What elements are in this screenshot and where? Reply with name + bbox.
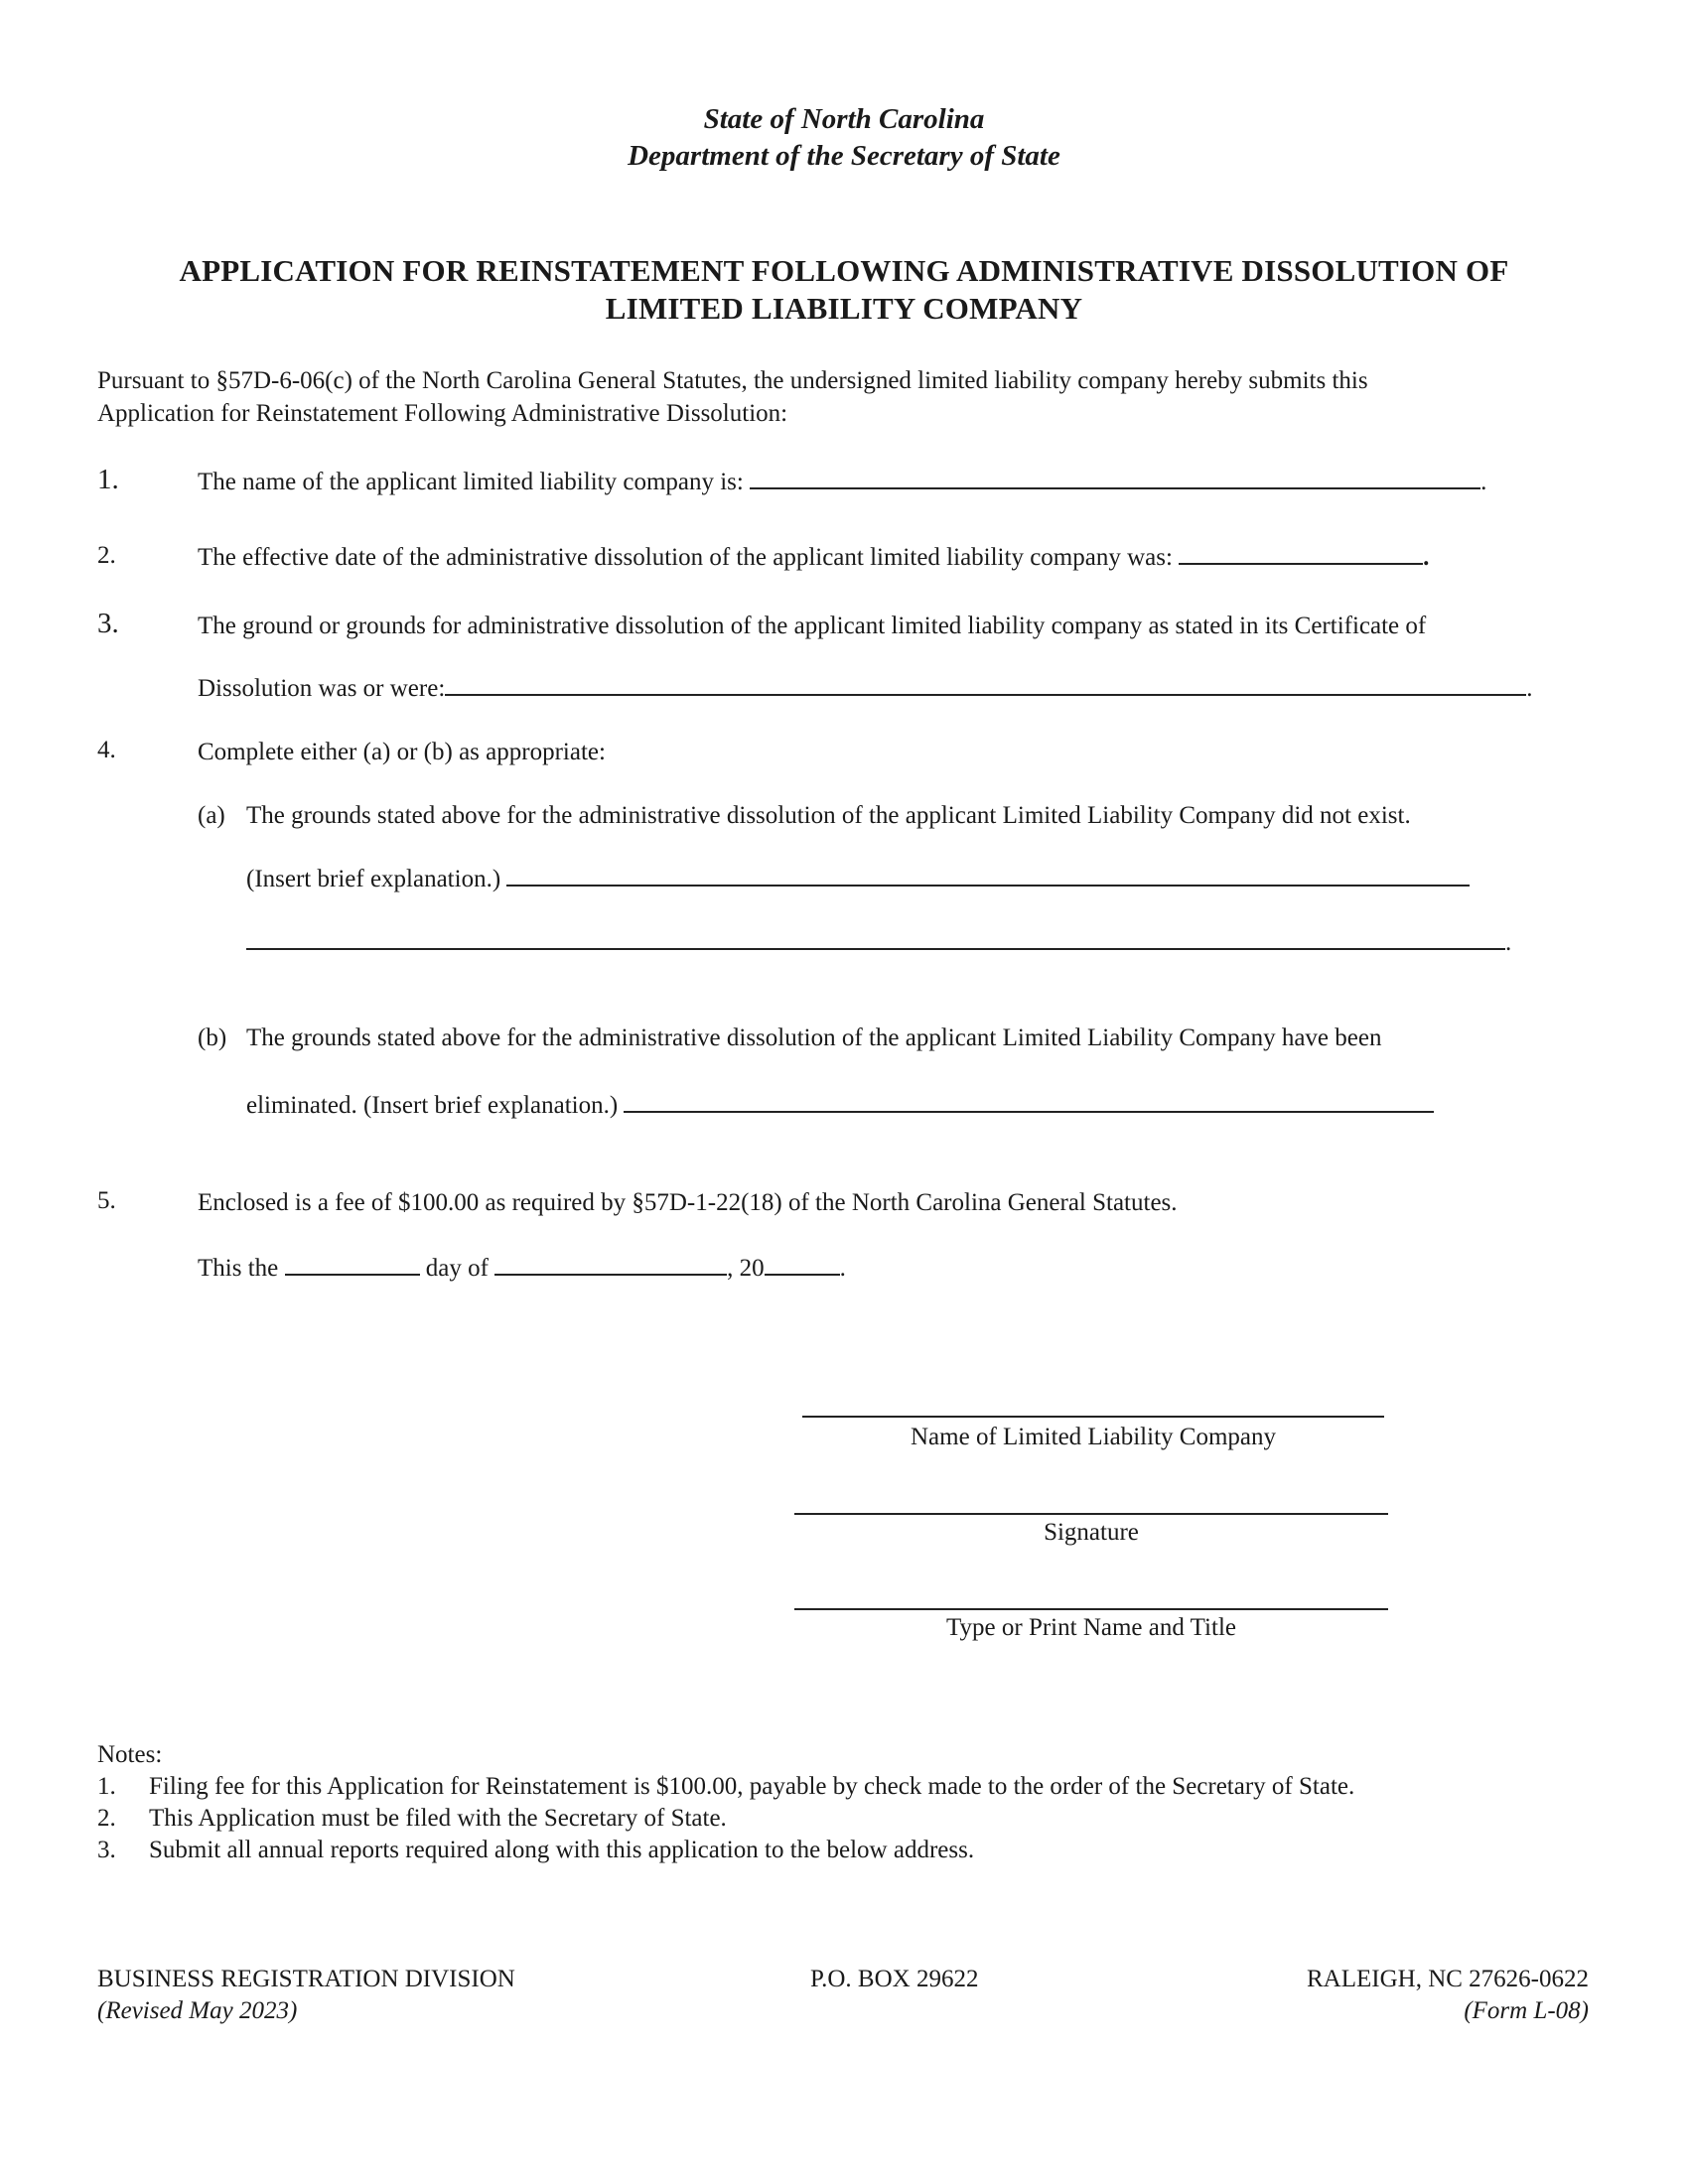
footer-division: BUSINESS REGISTRATION DIVISION (97, 1966, 515, 1992)
item4-number: 4. (97, 737, 116, 763)
year-field[interactable] (765, 1273, 840, 1276)
item2-text: The effective date of the administrative dissolution of the applicant limited liability company was: (198, 544, 1173, 571)
item1 (198, 467, 1486, 498)
item1-text: The name of the applicant limited liability company is: (198, 469, 744, 495)
option-b-explanation-field[interactable] (624, 1110, 1434, 1113)
item3-text: The ground or grounds for administrative dissolution of the applicant limited liability company as stated in its Certificate of (198, 613, 1427, 639)
item1-period: . (1480, 469, 1487, 495)
dissolution-date-field[interactable] (1179, 562, 1423, 565)
note-3-text: Submit all annual reports required along with this application to the below address. (149, 1837, 975, 1863)
item2 (198, 542, 1429, 574)
item3-period: . (1526, 675, 1533, 702)
date-day-of: day of (425, 1255, 489, 1282)
footer-po-box: P.O. BOX 29622 (810, 1966, 979, 1992)
option-a-line2 (246, 927, 1511, 959)
intro-line2: Application for Reinstatement Following Administrative Dissolution: (97, 400, 788, 427)
date-prefix: This the (198, 1255, 279, 1282)
department-heading: Department of the Secretary of State (628, 140, 1060, 172)
name-title-line[interactable] (794, 1608, 1388, 1610)
option-a-explanation-field[interactable] (506, 884, 1470, 887)
item5-text: Enclosed is a fee of $100.00 as required by §57D-1-22(18) of the North Carolina General Statutes. (198, 1189, 1178, 1216)
option-b-text: The grounds stated above for the administrative dissolution of the applicant Limited Liability Company have been (246, 1024, 1382, 1051)
item1-number: 1. (97, 464, 119, 495)
option-a-explain (246, 864, 1470, 895)
option-a-period: . (1505, 929, 1512, 956)
date-period: . (839, 1255, 846, 1282)
signature-line[interactable] (794, 1513, 1388, 1515)
note-3-number: 3. (97, 1837, 116, 1863)
footer-city: RALEIGH, NC 27626-0622 (1306, 1966, 1589, 1992)
note-2-number: 2. (97, 1805, 116, 1832)
footer-revised: (Revised May 2023) (97, 1997, 298, 2024)
option-b-label: (b) (198, 1024, 227, 1051)
footer-form-number: (Form L-08) (1464, 1997, 1589, 2024)
state-heading: State of North Carolina (703, 103, 985, 135)
option-b-explain (246, 1090, 1434, 1122)
notes-heading: Notes: (97, 1741, 163, 1768)
item2-number: 2. (97, 542, 116, 569)
option-a-label: (a) (198, 802, 225, 829)
form-title-line1: APPLICATION FOR REINSTATEMENT FOLLOWING ADMINISTRATIVE DISSOLUTION OF (179, 253, 1509, 288)
name-title-caption: Type or Print Name and Title (946, 1614, 1236, 1641)
date-year-prefix: , 20 (727, 1255, 765, 1282)
company-name-field[interactable] (750, 486, 1480, 489)
date-line (198, 1253, 846, 1285)
signature-caption: Signature (1044, 1519, 1139, 1546)
note-2-text: This Application must be filed with the Secretary of State. (149, 1805, 727, 1832)
option-a-explanation-field-2[interactable] (246, 947, 1505, 950)
note-1-number: 1. (97, 1773, 116, 1800)
item3-text2: Dissolution was or were: (198, 675, 446, 702)
dissolution-grounds-field[interactable] (445, 693, 1526, 696)
option-b-explain-label: eliminated. (Insert brief explanation.) (246, 1092, 619, 1119)
month-field[interactable] (494, 1273, 727, 1276)
item5-number: 5. (97, 1187, 116, 1214)
intro-line1: Pursuant to §57D-6-06(c) of the North Carolina General Statutes, the undersigned limited liability company hereby submits this (97, 367, 1368, 394)
item3-line2 (198, 673, 1533, 705)
company-name-signature-line[interactable] (802, 1416, 1384, 1418)
item3-number: 3. (97, 608, 119, 639)
form-title-line2: LIMITED LIABILITY COMPANY (605, 291, 1083, 326)
item4-text: Complete either (a) or (b) as appropriate: (198, 739, 606, 765)
option-a-text: The grounds stated above for the administrative dissolution of the applicant Limited Liability Company did not exist. (246, 802, 1411, 829)
item2-period: . (1423, 544, 1430, 571)
option-a-explain-label: (Insert brief explanation.) (246, 866, 501, 892)
company-name-caption: Name of Limited Liability Company (911, 1424, 1276, 1450)
day-field[interactable] (285, 1273, 420, 1276)
note-1-text: Filing fee for this Application for Reinstatement is $100.00, payable by check made to the order of the Secretary of State. (149, 1773, 1355, 1800)
